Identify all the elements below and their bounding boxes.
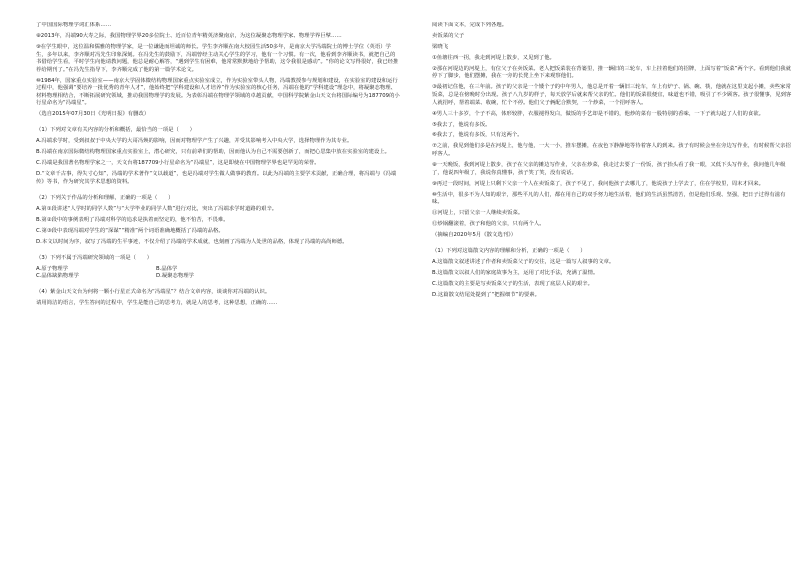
paragraph: ⑪河堤上，只留父亲一人继续卖饭菜。	[432, 210, 524, 217]
question-stem: （1）下列对这篇散文内容的理解和分析，正确的一项是（ ）	[432, 247, 586, 254]
instruction: 阅读下面文本，完成下列各题。	[432, 22, 508, 28]
question-option: C.这篇散文的主要是写卖饭菜父子的生活，表现了底层人民的艰辛。	[432, 280, 594, 287]
question-option: A.冯端求学时，受到叔叔于中央大学的大哥冯焕的影响，因而对物理学产生了兴趣，并受其影响考入中央大学，选择物理作为其专业。	[36, 138, 353, 145]
paragraph: ①鱼塘往西一拐，我走到河堤上散步，又见到了他。	[432, 54, 555, 61]
paragraph: 了中国国际物理学词汇体系……	[36, 22, 112, 28]
paragraph: ⑨再过一段时间，河堤上只剩下父亲一个人在卖饭菜了，孩子不见了，我问他孩子去哪儿了，他说孩子上学去了，住在学校里，周末才回来。	[432, 180, 764, 187]
paragraph: ⑨在学生眼中，这位温和儒雅的物理学家，是一位谦逊而坦诚的师长。学生李齐顺在南大校园生活50多年，是南京大学冯端院士的博士学位（英语）学生，多年以来，李齐顺对冯先生印象深刻。在冯先生的鼓励下，冯端曾经主动关心学生的学习，他有一个习惯。有一次，他看到李齐顺读书，就把自己的书借给学生看，平时学生向他请教问题，他总是耐心解答，“遇到学生有困难，他常常默默地给予帮助，这令我很是感动”。“你的论文写得很好，我已经推荐给期刊了。”在冯先生指导下，李齐顺完成了他的第一篇学术论文。	[36, 43, 399, 73]
right-page	[432, 22, 794, 522]
paragraph: ④男人三十多岁，个子不高，体形较胖，衣服褪得发白，做饭的手艺却是不错的，他炒的菜有一股特别的香味，一下子就勾起了人们的食欲。	[432, 110, 764, 117]
question-option: D.凝聚态物理学	[156, 273, 194, 280]
question-option: B.这篇散文以叙人们的家庭故事为主，运用了对比手法，充满了温情。	[432, 269, 599, 276]
paragraph: ⑩1984年，国家重点实验室——南京大学固体微结构物理国家重点实验室成立，作为实验室带头人物，冯端教授参与规划和建设，在实验室的建设和运行过程中，他强调“要培养一批优秀的青年人才”，他始终把“学科建设和人才培养”作为实验室的核心任务，冯端在他的“学科建设”理念中，将凝聚态物理、材料物理相结合，不断拓展研究领域，推动我国物理学的发展。为表彰冯端在物理学领域的卓越贡献，中国科学院紫金山天文台将国际编号为187709的小行星命名为“冯端星”。	[36, 77, 400, 107]
question-option: B.晶体学	[156, 265, 178, 272]
article-title: 卖饭菜的父子	[432, 32, 465, 39]
question-option: A.第①段讲述“人学时的同学人数”与“大学毕业的同学人数”进行对比，突出了冯端求学时道路的艰辛。	[36, 205, 278, 212]
question-option: A.原子物理学	[36, 265, 68, 272]
paragraph: ⑫炒锅翻滚着，孩子和他的父亲，只有两个人。	[432, 221, 545, 228]
question-option: C.第③段中表现冯端对学生的“深谋”“精准”两个词语准确地概括了冯端的品格。	[36, 227, 224, 234]
paragraph: ⑦之前，我见到他们多是在河堤上，他与他，一大一小，推车摆摊，在夜色下静静地等待着客人的到来。孩子有时候会坐在旁边写作业，有时候帮父亲招呼客人。	[432, 143, 791, 158]
question-stem: （1）下列对文章有关内容的分析和概括，最恰当的一项是（ ）	[36, 127, 195, 134]
question-option: A.这篇散文叙述讲述了作者和卖饭菜父子的交往，这是一篇写人叙事的文章。	[432, 258, 615, 265]
question-option: B.冯端在南京国际微结构物理国家重点实验室上，潜心研究，只有前辈们的帮助，因而他认为自己不需要创新了，而把心思集中放在实验室的建设上。	[36, 149, 391, 156]
article-author: 梁晓飞	[432, 43, 449, 50]
source-note: （摘编自2020年5月《散文选刊》）	[432, 232, 517, 238]
paragraph: ⑧一天晚饭，我到河堤上散步，孩子在父亲的摊边写作业，父亲在炒菜，我走过去要了一份饭，孩子抬头看了我一眼，又低下头写作业，我问他几年级了，他说四年级了，我说你真懂事，孩子笑了笑，没有说话。	[432, 162, 786, 176]
paragraph: ⑤我去了，他说有多饭。	[432, 121, 491, 128]
paragraph: ⑩生活中，很多不为人知的艰辛，那些平凡的人们，都在用自己的双手努力地生活着，他们的生活虽然清苦，但是他们乐观、坚强，把日子过得有滋有味。	[432, 191, 786, 206]
question-stem: （2）下列关于作品的分析和理解，正确的一项是（ ）	[36, 194, 174, 201]
paragraph: ③最初记住他，在三年前。孩子的父亲是一个矮个子的中年男人，他总是开着一辆旧三轮车，车上有炉子、锅、碗、筷，他就在这里支起小摊，卖些家常饭菜，总是在傍晚时分出现。孩子八九岁的样子，每天放学后就来帮父亲的忙。他们的饭菜很便宜，味道也不错，吸引了不少顾客。孩子很懂事，见到客人就招呼，帮着端菜、收碗，忙个不停。他们父子俩配合默契，一个炒菜，一个招呼客人。	[432, 84, 792, 106]
paragraph: ⑧2013年，冯端90大寿之际，我国物理学界20多位院士、近百位青年精英济聚南京，为这位凝聚态物理学家、物理学界巨擘……	[36, 32, 342, 39]
question-option: D.本文以时间为序，叙写了冯端的生平事迹，不仅介绍了冯端的学术成就，也刻画了冯端为人处世的品格，体现了冯端的高尚师德。	[36, 238, 348, 245]
question-stem: （4）紫金山天文台为何将一颗小行星正式命名为“冯端星”？结合文章内容，谈谈你对冯端的认识。	[36, 288, 271, 295]
left-page	[36, 22, 400, 522]
question-options	[36, 266, 400, 281]
question-option: D.“文章千古事，得失寸心知”，冯端的学术著作“文以载道”，也是冯端对学生做人做事的教育。以此为冯端的主要学术贡献，正确合理，将冯端与《冯端传》等书，作为研究其学术思想的资料。	[36, 171, 397, 185]
paragraph: ②那在河堤边的河堤上，有位父子在卖饭菜。老人把饭菜装在背篓里，推一辆旧的三轮车，车上挂着他们的招牌，上面写着“饭菜”两个字。看到他们我就停下了脚步，他们摆摊，我在一旁的长凳上坐下来观察他们。	[432, 65, 792, 80]
question-option: C.冯端是我国著名物理学家之一，天文台将187709小行星命名为“冯端星”，这是即使在中国物理学界也是罕见的荣誉。	[36, 160, 320, 167]
question-option: D.这篇散文结尾处提到了“把握细节”的要素。	[432, 291, 540, 298]
question-option: C.晶体缺陷物理学	[36, 273, 79, 280]
question-stem: （3）下列不属于冯端研究领域的一项是（ ）	[36, 254, 153, 261]
question-option: B.第②段中的事例表明了冯端对科学的追求是执着而坚定的，他不怕苦，不畏难。	[36, 216, 229, 223]
paragraph: 请用简洁的语言，学生答问的过程中，学生是能自己的思考力，就是人的思考，这种思想，正确的……	[36, 299, 278, 306]
source-note: （选自2015年07月30日《光明日报》有删改）	[36, 111, 150, 118]
paragraph: ⑥我去了，他说有多饭，只有这两个。	[432, 132, 523, 139]
